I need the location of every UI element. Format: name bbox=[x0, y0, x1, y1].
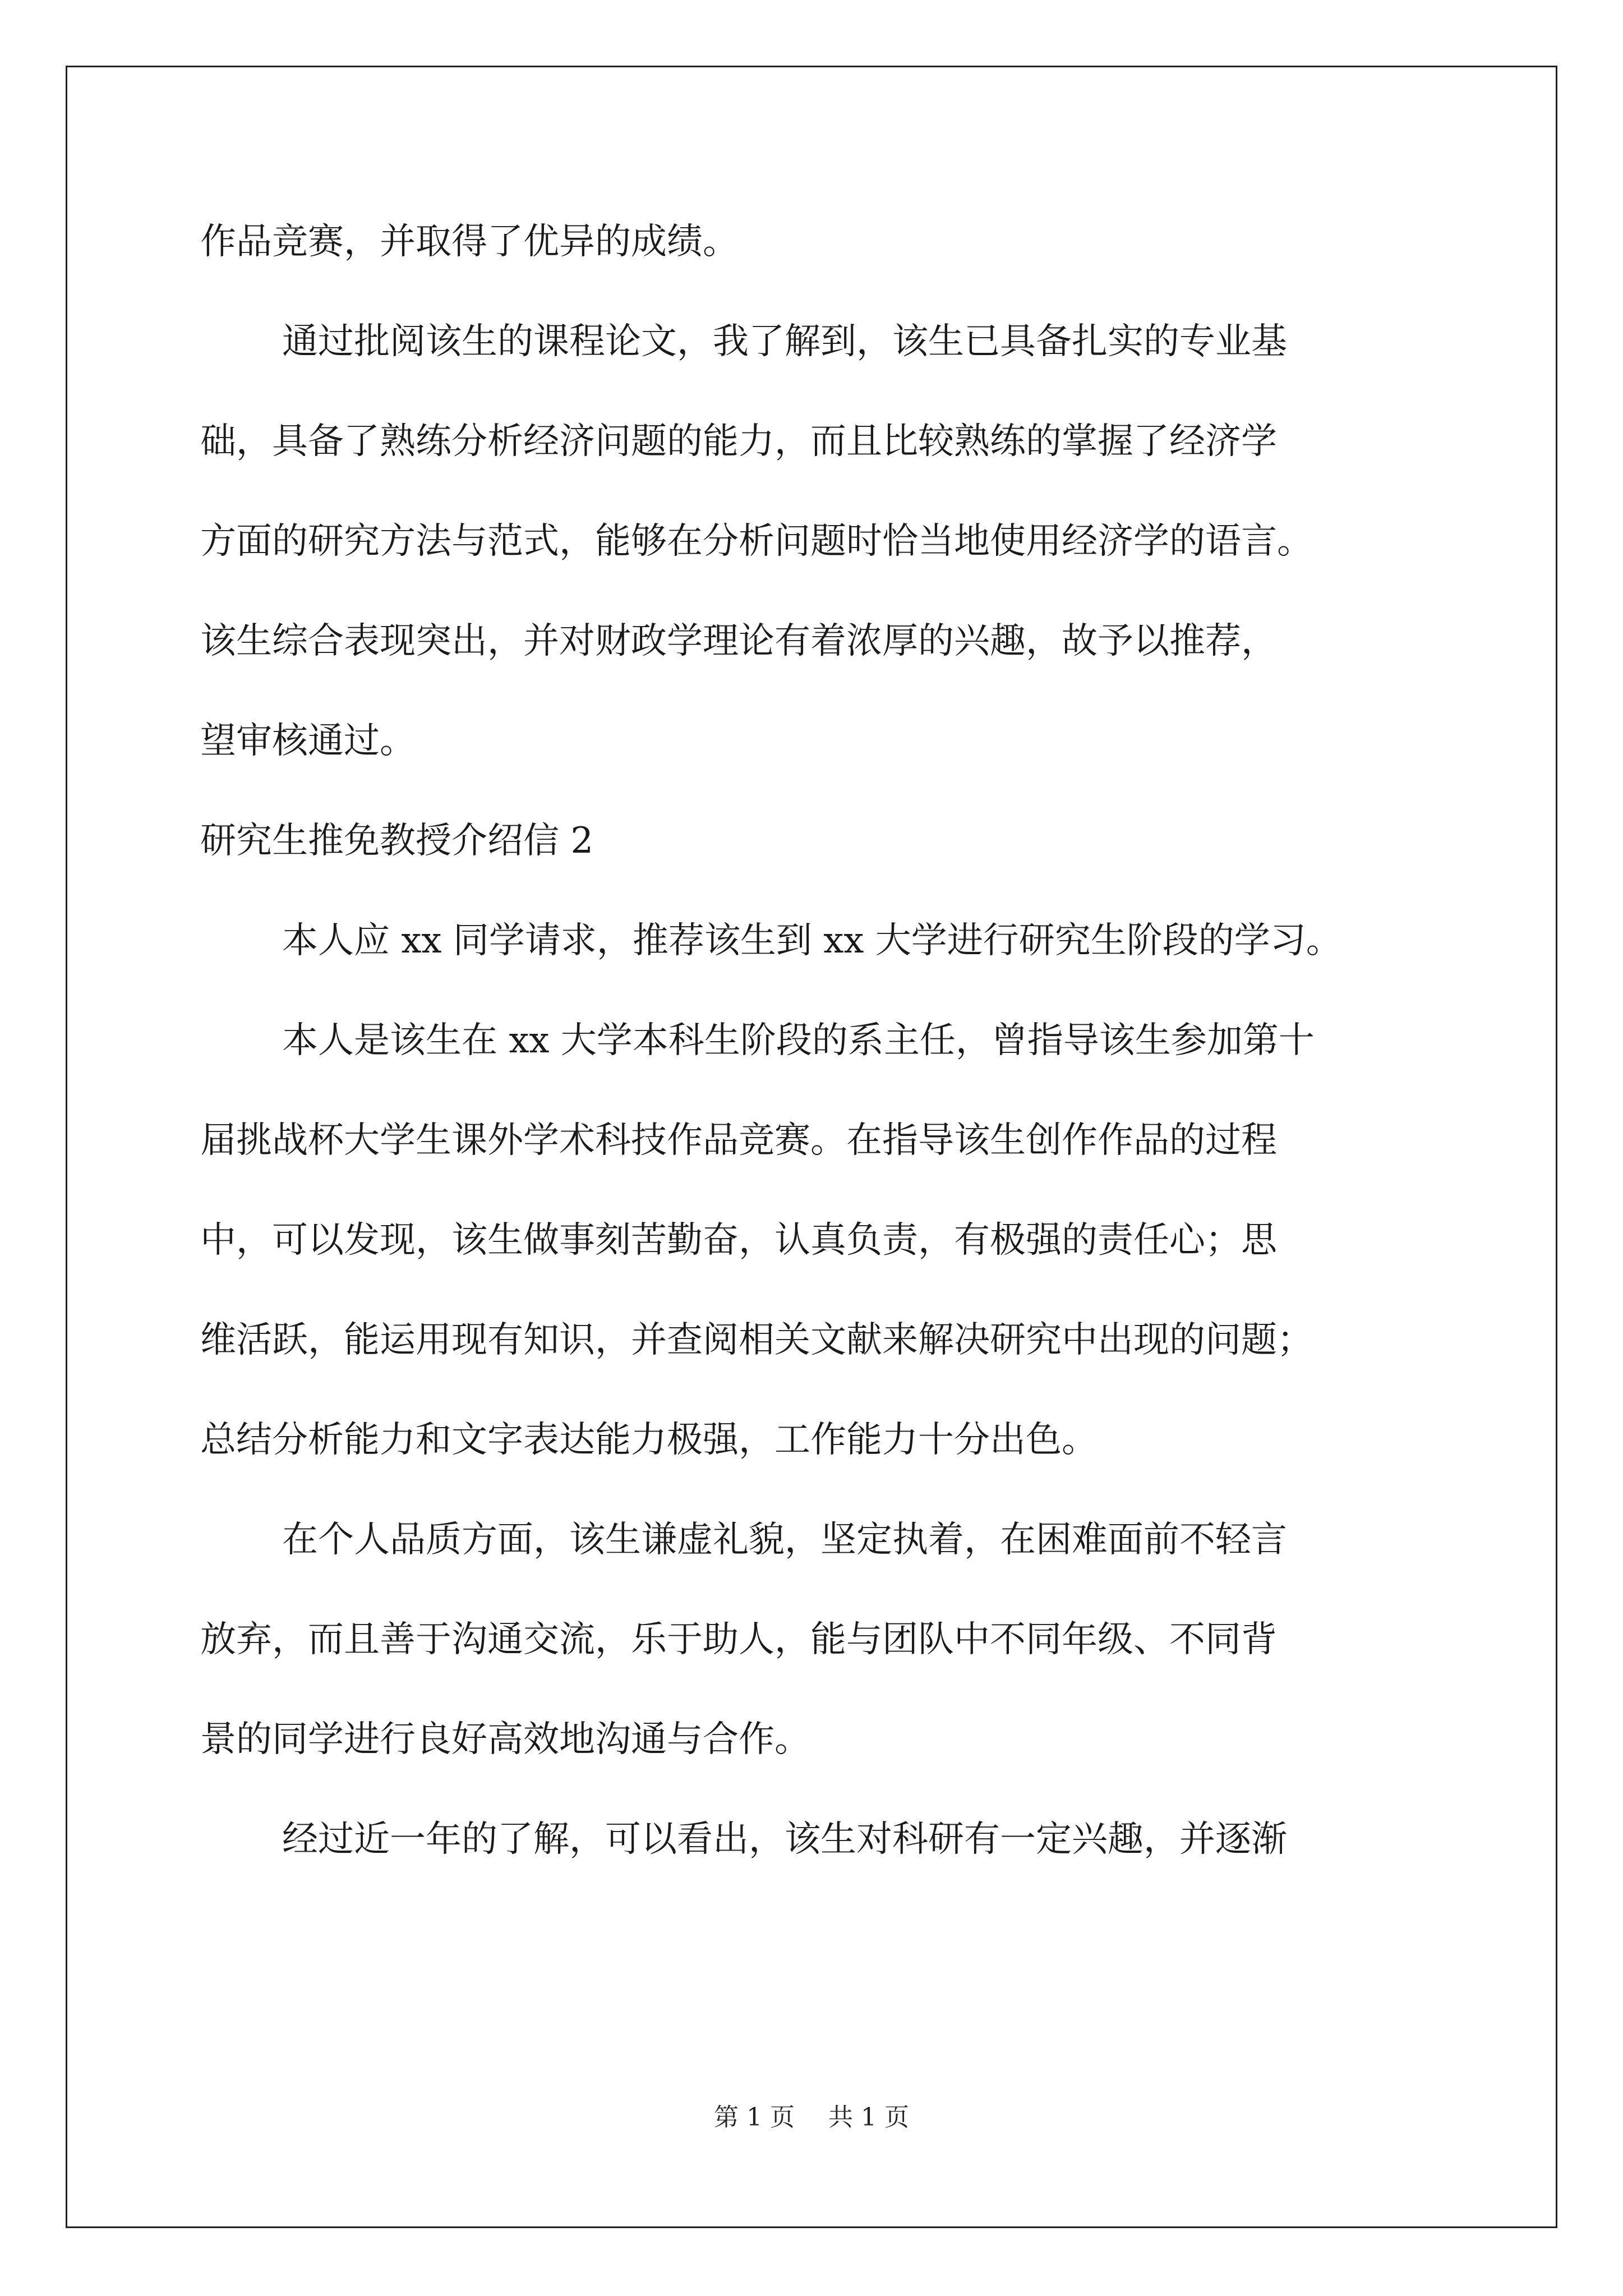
text-line: 维活跃，能运用现有知识，并查阅相关文献来解决研究中出现的问题； bbox=[200, 1319, 1313, 1361]
document-body bbox=[200, 192, 1423, 1889]
text-line: 总结分析能力和文字表达能力极强，工作能力十分出色。 bbox=[200, 1419, 1098, 1461]
paragraph-start: 经过近一年的了解，可以看出，该生对科研有一定兴趣，并逐渐 bbox=[282, 1819, 1287, 1860]
text-line: 望审核通过。 bbox=[200, 720, 416, 762]
page-footer bbox=[0, 2097, 1623, 2133]
text-line: 放弃，而且善于沟通交流，乐于助人，能与团队中不同年级、不同背 bbox=[200, 1619, 1277, 1660]
section-heading: 研究生推免教授介绍信 2 bbox=[200, 820, 594, 862]
text-line: 中，可以发现，该生做事刻苦勤奋，认真负责，有极强的责任心；思 bbox=[200, 1220, 1277, 1261]
text-line: 作品竞赛，并取得了优异的成绩。 bbox=[200, 221, 739, 263]
text-line: 该生综合表现突出，并对财政学理论有着浓厚的兴趣，故予以推荐， bbox=[200, 620, 1277, 662]
page-total: 共 1 页 bbox=[828, 2103, 909, 2132]
text-line: 景的同学进行良好高效地沟通与合作。 bbox=[200, 1719, 810, 1760]
paragraph-start: 本人是该生在 xx 大学本科生阶段的系主任，曾指导该生参加第十 bbox=[282, 1020, 1315, 1061]
paragraph-start: 通过批阅该生的课程论文，我了解到，该生已具备扎实的专业基 bbox=[282, 321, 1287, 362]
text-line: 础，具备了熟练分析经济问题的能力，而且比较熟练的掌握了经济学 bbox=[200, 421, 1277, 462]
paragraph-start: 本人应 xx 同学请求，推荐该生到 xx 大学进行研究生阶段的学习。 bbox=[282, 920, 1342, 961]
text-line: 届挑战杯大学生课外学术科技作品竞赛。在指导该生创作作品的过程 bbox=[200, 1120, 1277, 1161]
paragraph-start: 在个人品质方面，该生谦虚礼貌，坚定执着，在困难面前不轻言 bbox=[282, 1519, 1287, 1561]
text-line: 方面的研究方法与范式，能够在分析问题时恰当地使用经济学的语言。 bbox=[200, 521, 1313, 562]
page-number: 第 1 页 bbox=[714, 2103, 795, 2132]
